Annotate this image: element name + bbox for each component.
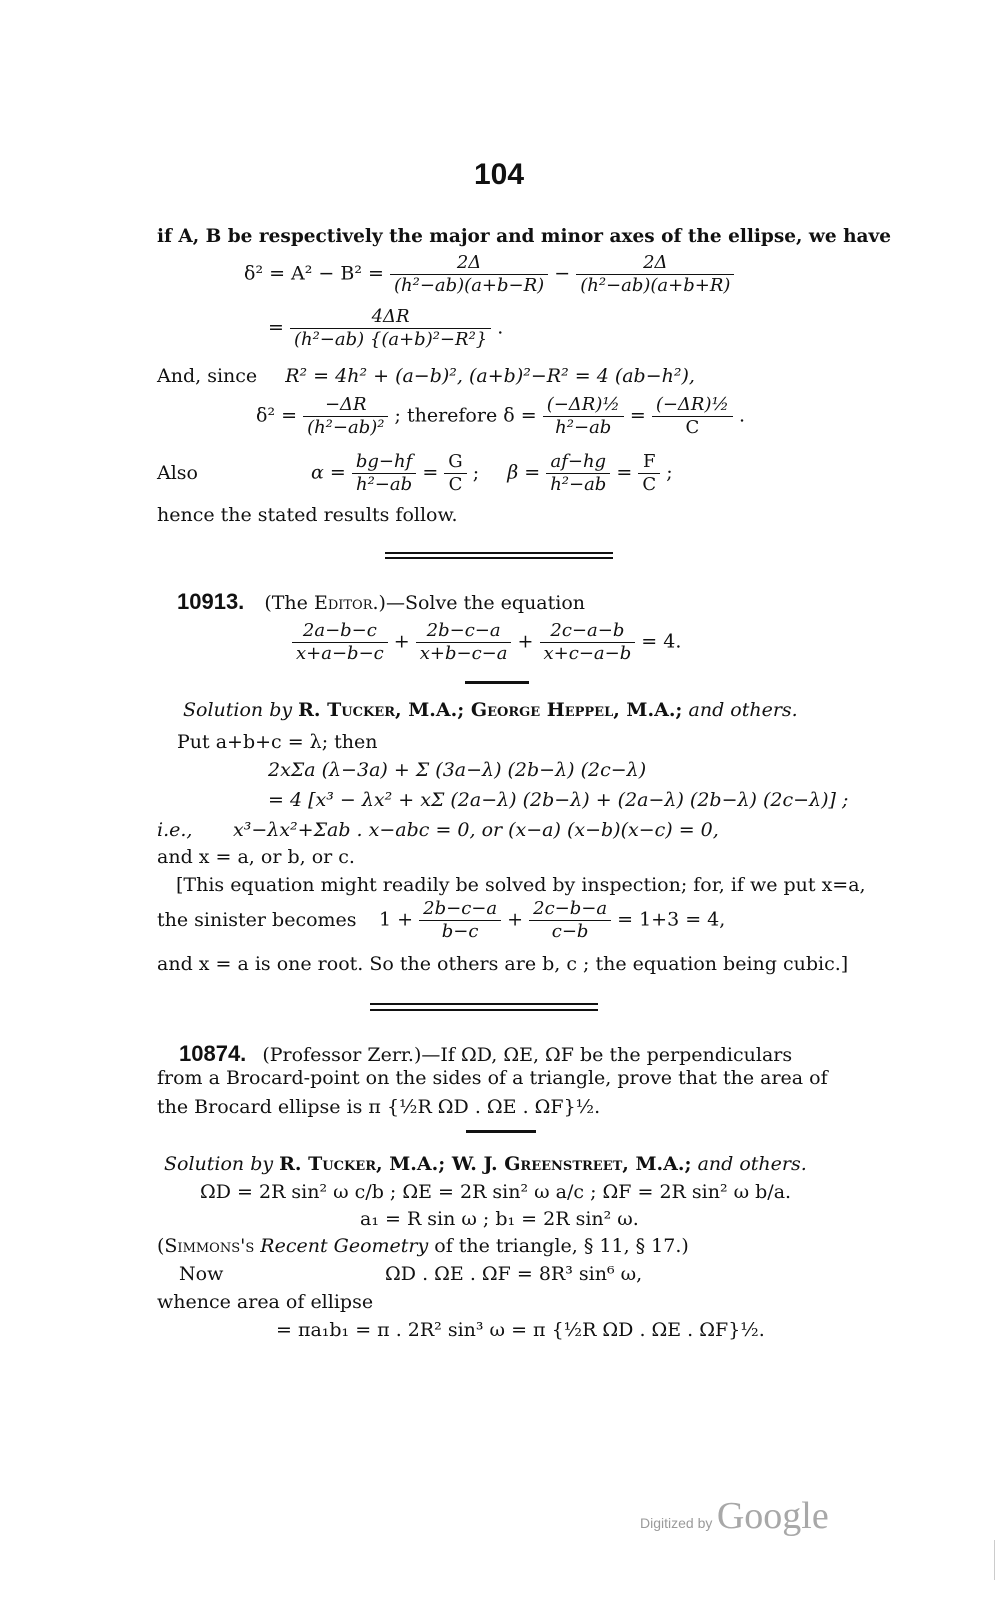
edge-mark <box>994 1540 995 1580</box>
q10913-f2-num: 2b−c−a <box>426 620 501 641</box>
alpha-fraction <box>352 451 416 496</box>
eq1-f1-den: (h²−ab)(a+b−R) <box>390 274 548 297</box>
expanded-line: = 4 [x³ − λx² + xΣ (2a−λ) (2b−λ) + (2a−λ) (2b−λ) (2c−λ)] ; <box>268 789 849 811</box>
omega-line: ΩD = 2R sin² ω c/b ; ΩE = 2R sin² ω a/c ; ΩF = 2R sin² ω b/a. <box>200 1181 792 1203</box>
now-line <box>179 1262 642 1286</box>
question-number: 10913. <box>177 589 245 614</box>
delta-lhs: δ² = <box>256 404 298 427</box>
also-line <box>157 451 673 496</box>
delta-fraction-3 <box>652 394 733 439</box>
sinister-plus: + <box>507 908 524 931</box>
sinister-line <box>157 898 725 943</box>
alpha-lhs: α = <box>311 461 346 484</box>
alpha-g-fraction <box>444 451 466 496</box>
cubic-line: and x = a is one root. So the others are b, c ; the equation being cubic.] <box>157 953 849 975</box>
question-10874-l2: from a Brocard-point on the sides of a triangle, prove that the area of <box>157 1067 828 1089</box>
section-divider-1 <box>385 552 613 554</box>
ie-line <box>157 818 719 842</box>
q10913-f1-den: x+a−b−c <box>292 642 388 665</box>
reference-book: Recent Geometry <box>260 1235 429 1257</box>
intro-line: if A, B be respectively the major and minor axes of the ellipse, we have <box>157 226 892 247</box>
eq1-f2-den: (h²−ab)(a+b+R) <box>576 274 734 297</box>
whence-line: whence area of ellipse <box>157 1291 374 1313</box>
q10913-f2-den: x+b−c−a <box>416 642 512 665</box>
question-statement-editor: Editor <box>313 592 373 614</box>
eq1-minus: − <box>554 262 571 285</box>
beta-num: af−hg <box>550 451 607 472</box>
sinister-fraction-1 <box>419 898 501 943</box>
ie-equation: x³−λx²+Σab . x−abc = 0, or (x−a) (x−b)(x−c) = 0, <box>233 819 719 841</box>
eq2-num: 4ΔR <box>371 306 410 327</box>
delta-therefore: ; therefore δ = <box>394 404 537 427</box>
solution-label: Solution by <box>183 699 293 721</box>
question-10874-l1: (Professor Zerr.)—If ΩD, ΩE, ΩF be the perpendiculars <box>262 1044 793 1066</box>
alpha-g-num: G <box>448 451 463 472</box>
sin-f1-den: b−c <box>419 920 501 943</box>
solution-authors: R. Tucker, M.A.; George Heppel, M.A.; <box>298 699 683 721</box>
q10913-rhs: = 4. <box>641 630 682 653</box>
section-divider-2 <box>370 1003 598 1005</box>
sinister-rhs: = 1+3 = 4, <box>617 908 726 931</box>
question-statement-b: .)—Solve the equation <box>372 592 586 614</box>
solution-others-2: and others. <box>697 1153 807 1175</box>
delta-den: (h²−ab)² <box>303 416 388 439</box>
q10913-plus-2: + <box>517 630 534 653</box>
q10913-equation <box>292 620 681 665</box>
short-rule-1 <box>465 681 529 684</box>
and-since-line <box>157 364 695 388</box>
also-label: Also <box>157 461 198 484</box>
and-line: and x = a, or b, or c. <box>157 846 355 868</box>
beta-f-fraction <box>638 451 660 496</box>
delta-f3-num: (−ΔR)½ <box>655 394 729 415</box>
solution-authors-2: R. Tucker, M.A.; W. J. Greenstreet, M.A.; <box>279 1153 692 1175</box>
put-line: Put a+b+c = λ; then <box>177 731 378 753</box>
eq1-f2-num: 2Δ <box>643 252 668 273</box>
question-10874-l3: the Brocard ellipse is π {½R ΩD . ΩE . ΩF}½. <box>157 1096 601 1118</box>
since-label: And, since <box>157 365 258 387</box>
a1-b1-line: a₁ = R sin ω ; b₁ = 2R sin² ω. <box>360 1208 639 1230</box>
solution-label-2: Solution by <box>164 1153 274 1175</box>
q10913-fraction-1 <box>292 620 388 665</box>
delta-f2-num: (−ΔR)½ <box>546 394 620 415</box>
sinister-fraction-2 <box>529 898 611 943</box>
now-label: Now <box>179 1263 224 1285</box>
sin-f1-num: 2b−c−a <box>423 898 498 919</box>
question-number-2: 10874. <box>179 1041 247 1066</box>
solution-others: and others. <box>688 699 798 721</box>
delta-equation <box>256 394 745 439</box>
question-statement-a: (The <box>264 592 314 614</box>
delta-end: . <box>739 404 746 427</box>
eq1-fraction-2 <box>576 252 734 297</box>
beta-fraction <box>546 451 610 496</box>
delta-fraction-1 <box>303 394 388 439</box>
q10913-solution-by <box>183 698 798 722</box>
now-equation: ΩD . ΩE . ΩF = 8R³ sin⁶ ω, <box>385 1263 643 1285</box>
ie-label: i.e., <box>157 819 193 841</box>
page-number: 104 <box>474 158 525 191</box>
beta-equals: = <box>616 461 633 484</box>
final-equation: = πa₁b₁ = π . 2R² sin³ ω = π {½R ΩD . ΩE . ΩF}½. <box>276 1319 765 1341</box>
alpha-semicolon: ; <box>472 461 480 484</box>
digitized-watermark <box>640 1494 829 1538</box>
question-10874-heading <box>179 1042 792 1067</box>
section-divider-1b <box>385 557 613 559</box>
q10874-solution-by <box>164 1152 807 1176</box>
hence-line: hence the stated results follow. <box>157 504 458 526</box>
beta-f-den: C <box>638 473 660 496</box>
question-10913-heading <box>177 590 585 615</box>
q10913-plus-1: + <box>393 630 410 653</box>
since-equation: R² = 4h² + (a−b)², (a+b)²−R² = 4 (ab−h²), <box>285 365 695 387</box>
sin-f2-den: c−b <box>529 920 611 943</box>
q10913-f3-den: x+c−a−b <box>540 642 636 665</box>
section-divider-2b <box>370 1009 598 1011</box>
equation-4-delta-r <box>268 306 503 351</box>
q10913-f1-num: 2a−b−c <box>302 620 377 641</box>
beta-lhs: β = <box>507 461 541 484</box>
watermark-brand: Google <box>716 1495 829 1537</box>
equation-delta-squared <box>244 252 734 297</box>
watermark-prefix: Digitized by <box>640 1515 713 1531</box>
alpha-den: h²−ab <box>352 473 416 496</box>
alpha-g-den: C <box>444 473 466 496</box>
alpha-equals: = <box>422 461 439 484</box>
eq2-fraction <box>290 306 491 351</box>
sum-line: 2xΣa (λ−3a) + Σ (3a−λ) (2b−λ) (2c−λ) <box>268 759 647 781</box>
beta-semicolon: ; <box>666 461 673 484</box>
delta-num: −ΔR <box>324 394 367 415</box>
delta-f3-den: C <box>652 416 733 439</box>
eq2-end: . <box>497 316 504 339</box>
bracket-line: [This equation might readily be solved by inspection; for, if we put x=a, <box>176 874 866 896</box>
alpha-num: bg−hf <box>355 451 413 472</box>
eq2-den: (h²−ab) {(a+b)²−R²} <box>290 328 491 351</box>
sinister-one: 1 + <box>379 908 414 931</box>
q10913-fraction-3 <box>540 620 636 665</box>
eq1-f1-num: 2Δ <box>456 252 482 273</box>
q10913-fraction-2 <box>416 620 512 665</box>
short-rule-2 <box>466 1130 536 1133</box>
q10913-f3-num: 2c−a−b <box>550 620 625 641</box>
beta-f-num: F <box>643 451 656 472</box>
reference-line <box>157 1234 689 1258</box>
reference-author: (Simmons's <box>157 1235 261 1257</box>
reference-section: of the triangle, § 11, § 17.) <box>428 1235 689 1257</box>
eq1-fraction-1 <box>390 252 548 297</box>
beta-den: h²−ab <box>546 473 610 496</box>
sinister-label: the sinister becomes <box>157 908 357 931</box>
delta-fraction-2 <box>543 394 624 439</box>
eq2-equals: = <box>268 316 284 339</box>
delta-f2-den: h²−ab <box>543 416 624 439</box>
sin-f2-num: 2c−b−a <box>533 898 608 919</box>
eq1-lhs: δ² = A² − B² = <box>244 262 384 285</box>
delta-equals: = <box>629 404 646 427</box>
